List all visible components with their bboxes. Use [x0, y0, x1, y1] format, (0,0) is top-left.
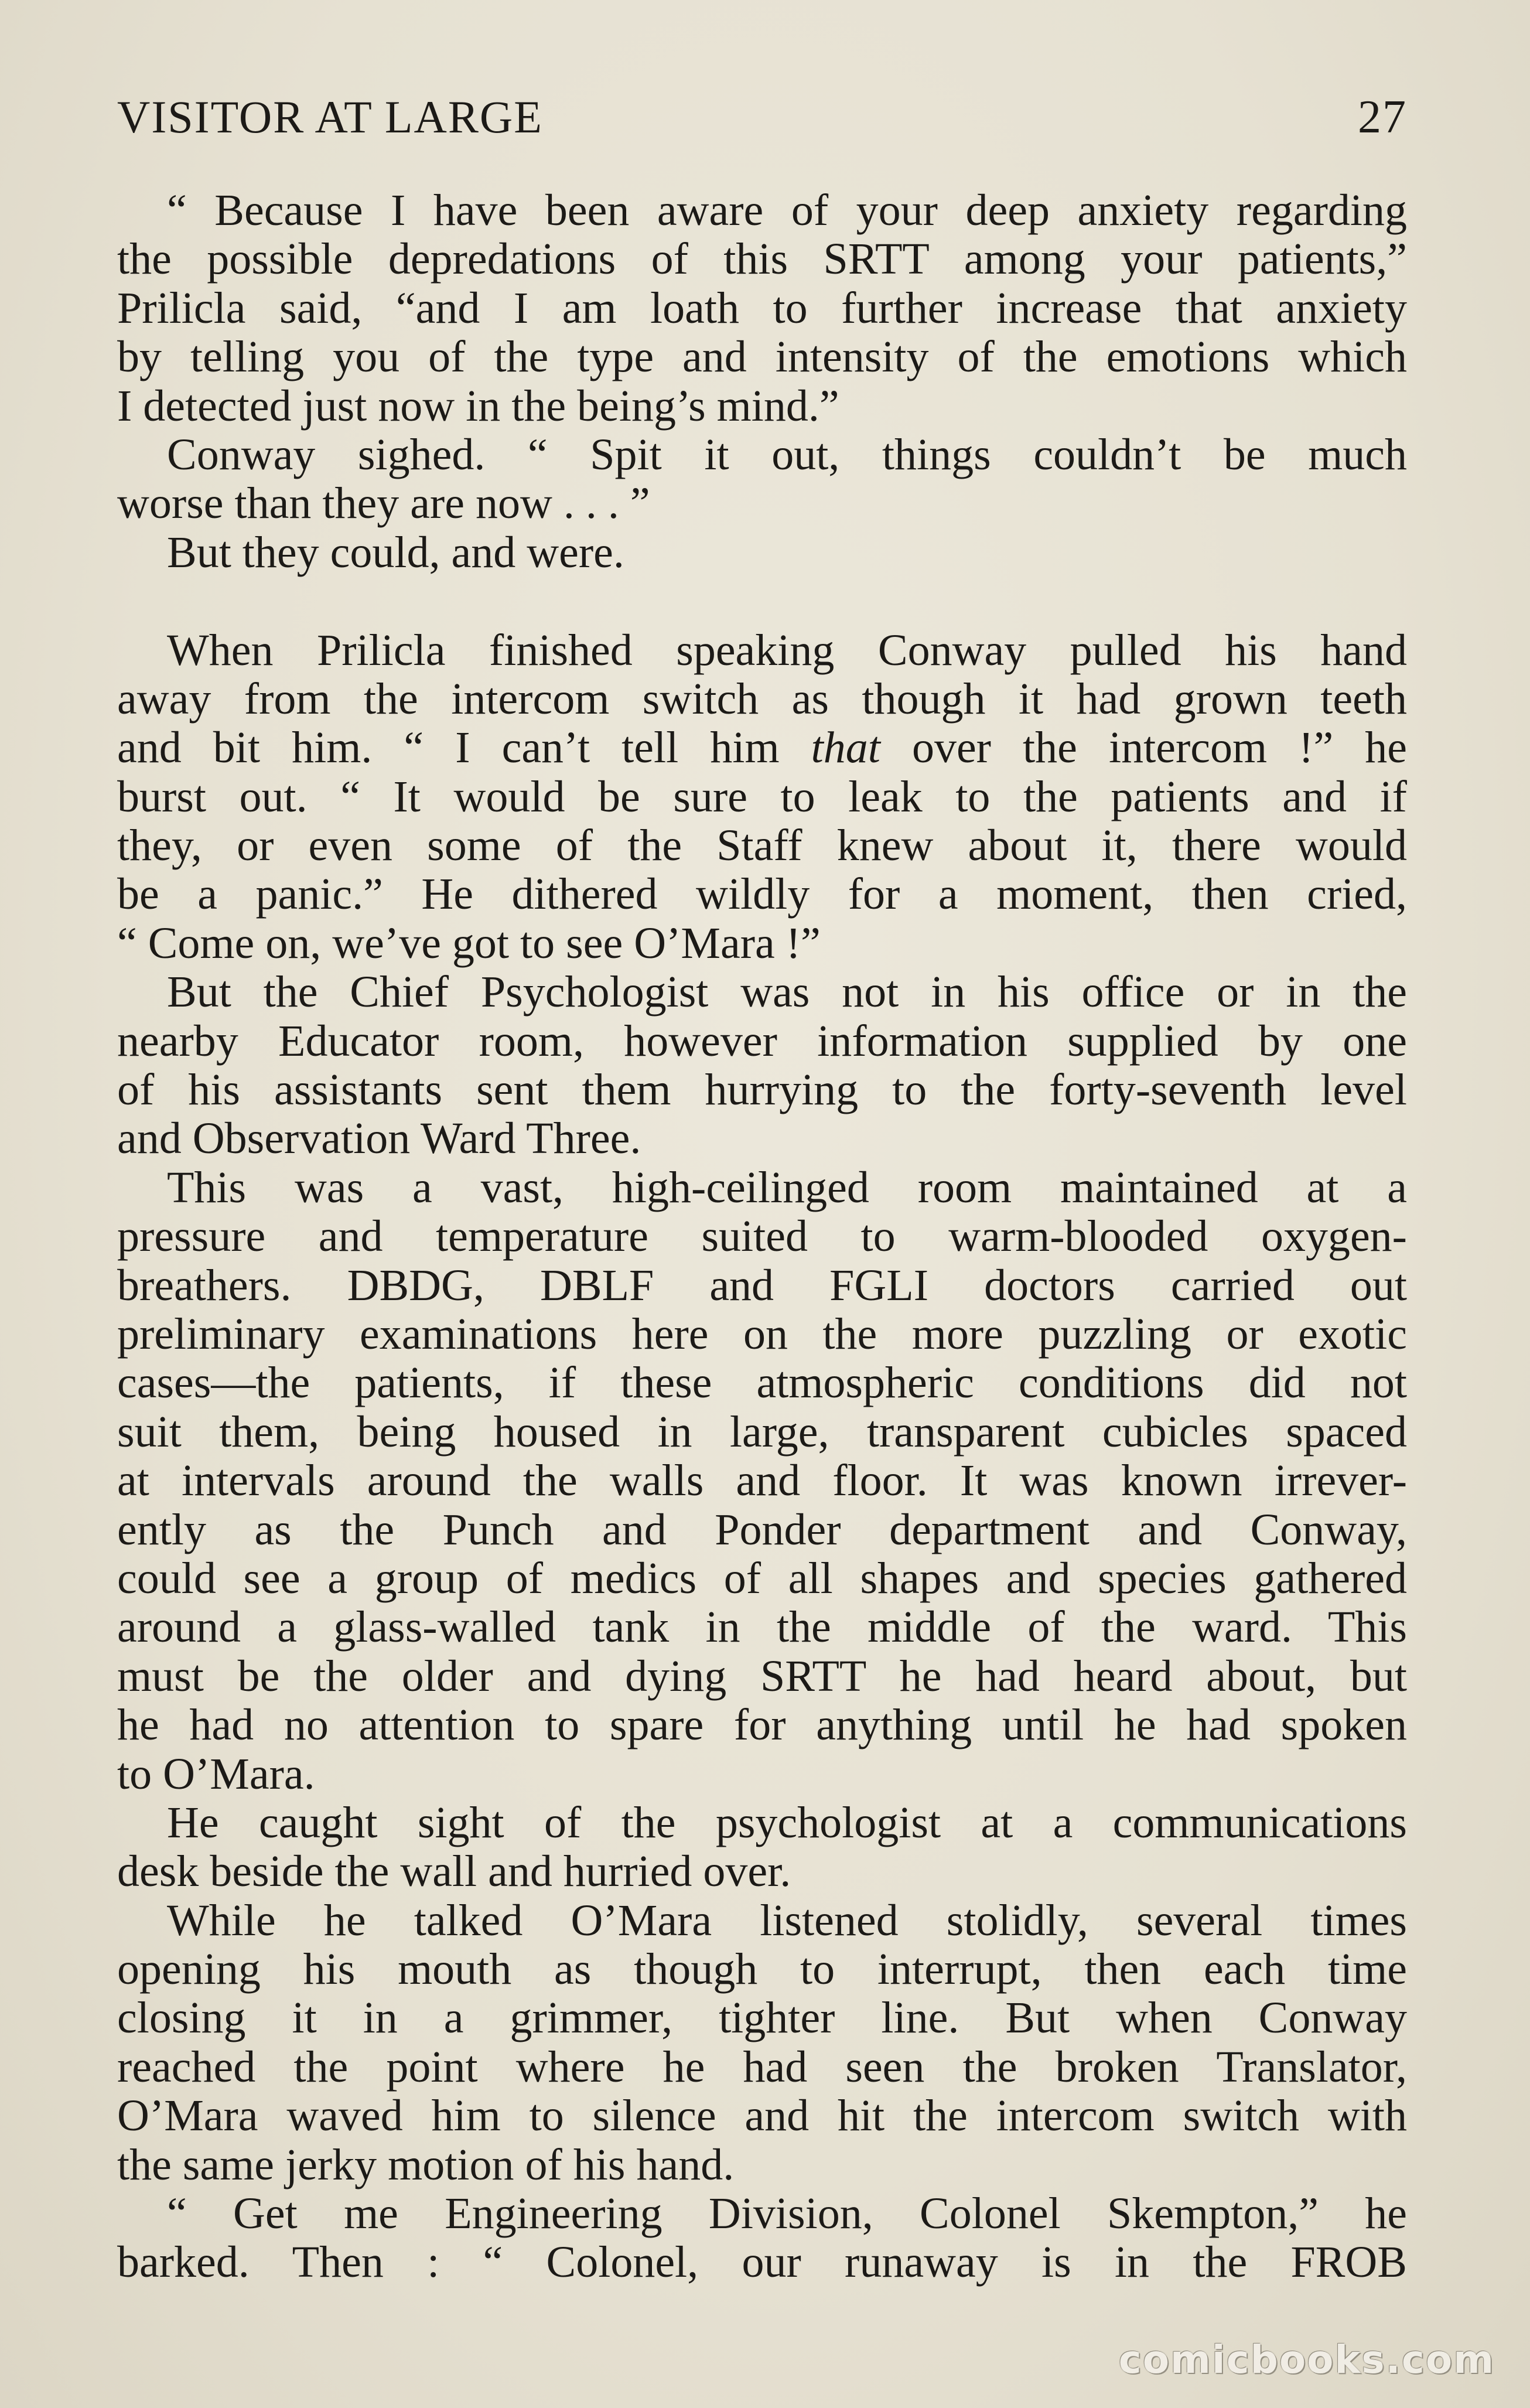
- text-line: they, or even some of the Staff knew about it, there would: [117, 821, 1407, 871]
- text-line: “ Get me Engineering Division, Colonel Skempton,” he: [167, 2189, 1407, 2239]
- text-line: But they could, and were.: [167, 527, 624, 577]
- running-head: VISITOR AT LARGE: [117, 91, 543, 142]
- text-line: nearby Educator room, however information supplied by one: [117, 1016, 1407, 1066]
- emphasis: that: [811, 723, 880, 773]
- text-line: This was a vast, high-ceilinged room maintained at a: [167, 1162, 1407, 1212]
- text-line: be a panic.” He dithered wildly for a moment, then cried,: [117, 869, 1407, 919]
- text-line: the same jerky motion of his hand.: [117, 2140, 735, 2189]
- body-text: [117, 186, 1407, 2287]
- text-line: desk beside the wall and hurried over.: [117, 1847, 791, 1897]
- text-line: pressure and temperature suited to warm-blooded oxygen-: [117, 1212, 1407, 1261]
- text-line: by telling you of the type and intensity of the emotions which: [117, 332, 1407, 382]
- section-break: [117, 577, 1407, 626]
- text-line: at intervals around the walls and floor. It was known irrever-: [117, 1456, 1407, 1506]
- text-line: burst out. “ It would be sure to leak to the patients and if: [117, 772, 1407, 821]
- text-line: cases—the patients, if these atmospheric conditions did not: [117, 1358, 1407, 1408]
- text-line: ently as the Punch and Ponder department and Conway,: [117, 1505, 1407, 1554]
- text-line: could see a group of medics of all shapes and species gathered: [117, 1553, 1407, 1603]
- page-number: 27: [1358, 91, 1407, 143]
- text-line: worse than they are now . . . ”: [117, 479, 650, 528]
- text-line: When Prilicla finished speaking Conway pulled his hand: [167, 625, 1407, 675]
- text-line: I detected just now in the being’s mind.”: [117, 381, 839, 431]
- text-line: “ Come on, we’ve got to see O’Mara !”: [117, 918, 821, 968]
- text-line: O’Mara waved him to silence and hit the intercom switch with: [117, 2091, 1407, 2141]
- text-line: and Observation Ward Three.: [117, 1114, 641, 1164]
- text-line: opening his mouth as though to interrupt, then each time: [117, 1945, 1407, 1994]
- watermark-logo: comicbooks.com: [1118, 2337, 1495, 2382]
- text-line: breathers. DBDG, DBLF and FGLI doctors carried out: [117, 1260, 1407, 1310]
- text-line: reached the point where he had seen the broken Translator,: [117, 2042, 1407, 2092]
- text-line: of his assistants sent them hurrying to the forty-seventh level: [117, 1065, 1407, 1115]
- text-line: He caught sight of the psychologist at a communications: [167, 1798, 1407, 1847]
- text-line: preliminary examinations here on the more puzzling or exotic: [117, 1309, 1407, 1359]
- text-line: barked. Then : “ Colonel, our runaway is in the FROB: [117, 2238, 1407, 2287]
- text-line: But the Chief Psychologist was not in his office or in the: [167, 967, 1407, 1017]
- text-line: While he talked O’Mara listened stolidly, several times: [167, 1895, 1407, 1945]
- page-header: [117, 88, 1407, 146]
- text-line: “ Because I have been aware of your deep anxiety regarding: [167, 186, 1407, 235]
- text-line: Conway sighed. “ Spit it out, things couldn’t be much: [167, 429, 1407, 479]
- text-line: he had no attention to spare for anything until he had spoken: [117, 1700, 1407, 1750]
- text-line: suit them, being housed in large, transparent cubicles spaced: [117, 1407, 1407, 1457]
- text-line: Prilicla said, “and I am loath to further increase that anxiety: [117, 283, 1407, 333]
- text-line: away from the intercom switch as though it had grown teeth: [117, 674, 1407, 724]
- text-line: the possible depredations of this SRTT among your patients,”: [117, 234, 1407, 284]
- text-line: to O’Mara.: [117, 1749, 315, 1799]
- text-line: around a glass-walled tank in the middle of the ward. This: [117, 1602, 1407, 1652]
- text-line: must be the older and dying SRTT he had heard about, but: [117, 1651, 1407, 1701]
- text-line: and bit him. “ I can’t tell him that over the intercom !” he: [117, 723, 1408, 773]
- text-line: closing it in a grimmer, tighter line. But when Conway: [117, 1993, 1407, 2043]
